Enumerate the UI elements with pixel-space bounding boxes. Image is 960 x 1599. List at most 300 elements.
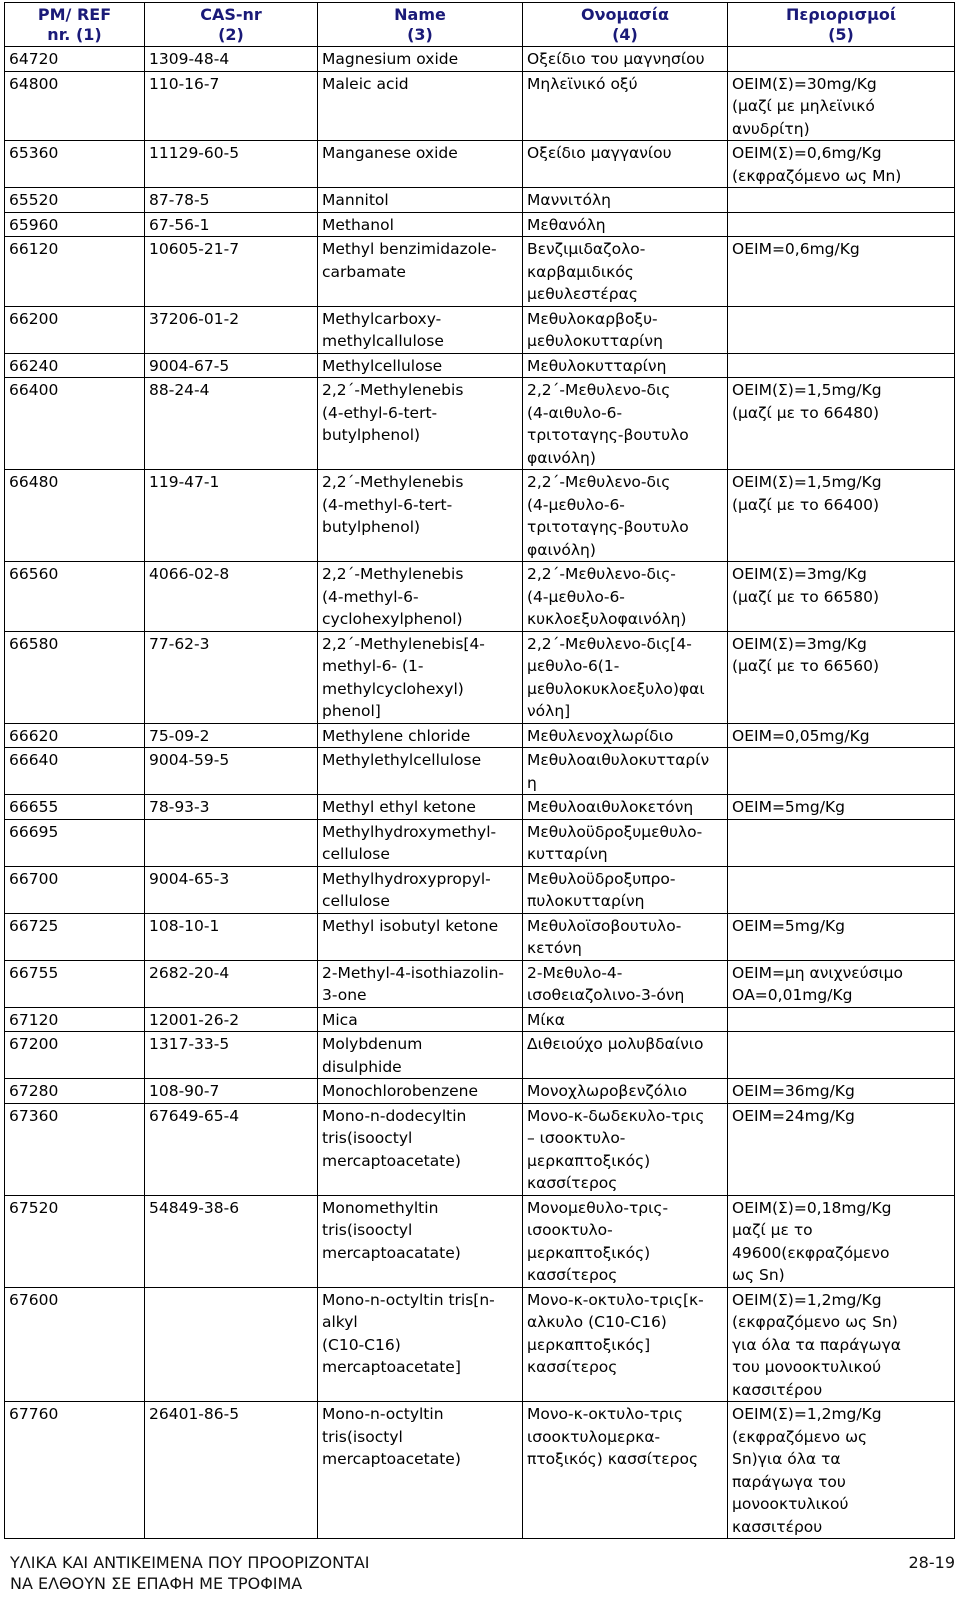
cell-name-column [318, 1032, 523, 1079]
cell-text-line: 65960 [9, 215, 59, 234]
cell-restrictions-column [728, 1007, 955, 1032]
header-restrictions-column [728, 3, 955, 47]
cell-text-line: mercaptoacetate) [322, 1450, 461, 1468]
table-row [5, 237, 955, 307]
cell-text-line: μερκαπτοξικός] [527, 1335, 651, 1354]
cell-greek-name-column [523, 795, 728, 820]
cell-text-line: Διθειούχο μολυβδαίνιο [527, 1035, 704, 1053]
cell-text-line: πυλοκυτταρίνη [527, 892, 645, 910]
cell-restrictions-column [728, 470, 955, 562]
cell-text-line: disulphide [322, 1057, 402, 1076]
cell-text-line: η [527, 773, 537, 792]
cell-greek-name-column [523, 748, 728, 795]
header-text: nr. (1) [47, 25, 102, 44]
page-footer [10, 1552, 955, 1594]
cell-text-line: tris(isooctyl [322, 1221, 413, 1239]
cell-text-line: Magnesium oxide [322, 50, 459, 68]
cell-text-line: 1309-48-4 [149, 50, 230, 68]
cell-name-column [318, 1287, 523, 1402]
cell-text-line: methylcallulose [322, 332, 444, 350]
cell-greek-name-column [523, 71, 728, 141]
cell-text-line: ΟΕΙΜ(Σ)=3mg/Kg [732, 634, 867, 653]
cell-name-column [318, 562, 523, 632]
cell-cas-column [145, 1007, 318, 1032]
cell-text-line: ΟΕΙΜ(Σ)=3mg/Kg [732, 565, 867, 583]
cell-text-line: ΟΕΙΜ=5mg/Kg [732, 916, 845, 935]
cell-cas-column [145, 188, 318, 213]
cell-ref-column [5, 237, 145, 307]
cell-ref-column [5, 353, 145, 378]
header-text: Ονομασία [581, 5, 669, 24]
cell-text-line: 66700 [9, 869, 59, 888]
cell-cas-column [145, 470, 318, 562]
cell-restrictions-column [728, 795, 955, 820]
cell-cas-column [145, 1103, 318, 1195]
cell-text-line: Οξείδιο του μαγνησίου [527, 50, 705, 68]
cell-text-line: αλκυλο (C10-C16) [527, 1313, 667, 1331]
cell-ref-column [5, 866, 145, 913]
cell-text-line: μεθυλοκυτταρίνη [527, 332, 663, 350]
cell-text-line: (μαζί με το 66560) [732, 657, 879, 675]
cell-text-line: ΟΕΙΜ=5mg/Kg [732, 798, 845, 816]
cell-text-line: Monomethyltin [322, 1198, 439, 1217]
cell-text-line: (C10-C16) [322, 1335, 401, 1354]
cell-text-line: Maleic acid [322, 74, 409, 93]
cell-text-line: τριτοταγης-βουτυλο [527, 518, 689, 536]
cell-text-line: κασσίτερος [527, 1266, 618, 1284]
cell-text-line: 12001-26-2 [149, 1010, 240, 1029]
cell-name-column [318, 47, 523, 72]
cell-text-line: 66620 [9, 726, 59, 745]
cell-text-line: tris(isooctyl [322, 1129, 413, 1147]
table-row [5, 562, 955, 632]
cell-text-line: 66240 [9, 356, 59, 375]
cell-name-column [318, 1195, 523, 1287]
cell-ref-column [5, 960, 145, 1007]
cell-text-line: κετόνη [527, 939, 582, 957]
cell-text-line: 9004-59-5 [149, 751, 230, 769]
header-name-column [318, 3, 523, 47]
cell-text-line: tris(isoctyl [322, 1427, 403, 1446]
substances-table [4, 2, 955, 1539]
cell-text-line: 2682-20-4 [149, 963, 230, 982]
cell-text-line: Mono-n-octyltin [322, 1405, 444, 1423]
table-row [5, 1402, 955, 1539]
cell-text-line: ΟΕΙΜ(Σ)=1,5mg/Kg [732, 381, 882, 399]
cell-text-line: methylcyclohexyl) [322, 679, 464, 698]
table-row [5, 212, 955, 237]
cell-name-column [318, 723, 523, 748]
cell-text-line: νόλη] [527, 702, 571, 720]
cell-text-line: (μαζί με το 66480) [732, 403, 879, 422]
cell-text-line: 2-Methyl-4-isothiazolin- [322, 963, 505, 982]
cell-cas-column [145, 748, 318, 795]
cell-greek-name-column [523, 237, 728, 307]
cell-restrictions-column [728, 723, 955, 748]
cell-text-line: Methyl ethyl ketone [322, 798, 476, 816]
cell-text-line: (μαζί με μηλεϊνικό [732, 97, 875, 115]
cell-text-line: 110-16-7 [149, 74, 220, 93]
cell-text-line: Mono-n-dodecyltin [322, 1106, 467, 1125]
cell-restrictions-column [728, 748, 955, 795]
cell-text-line: μονοοκτυλικού [732, 1495, 849, 1513]
cell-text-line: Μίκα [527, 1010, 565, 1029]
cell-restrictions-column [728, 141, 955, 188]
cell-cas-column [145, 960, 318, 1007]
cell-text-line: Μεθυλοαιθυλοκυτταρίν [527, 751, 710, 769]
document-page [4, 2, 954, 1539]
table-row [5, 71, 955, 141]
cell-cas-column [145, 631, 318, 723]
cell-ref-column [5, 748, 145, 795]
cell-restrictions-column [728, 631, 955, 723]
cell-text-line: μεθυλεστέρας [527, 285, 638, 303]
cell-text-line: 37206-01-2 [149, 309, 240, 328]
cell-text-line: 65520 [9, 191, 59, 209]
cell-text-line: mercaptoacatate) [322, 1243, 461, 1262]
cell-text-line: Molybdenum [322, 1035, 423, 1053]
cell-text-line: methyl-6- (1- [322, 657, 424, 675]
cell-text-line: 9004-67-5 [149, 356, 230, 375]
cell-text-line: 77-62-3 [149, 634, 210, 653]
cell-text-line: 67-56-1 [149, 215, 210, 234]
cell-text-line: πτοξικός) κασσίτερος [527, 1450, 699, 1468]
cell-text-line: ΟΕΙΜ(Σ)=1,5mg/Kg [732, 473, 882, 491]
cell-greek-name-column [523, 378, 728, 470]
cell-text-line: μεθυλο-6(1- [527, 657, 620, 675]
cell-text-line: Οξείδιο μαγγανίου [527, 144, 672, 162]
cell-greek-name-column [523, 1195, 728, 1287]
cell-text-line: 9004-65-3 [149, 869, 230, 888]
cell-greek-name-column [523, 1007, 728, 1032]
cell-text-line: 2,2΄-Methylenebis [322, 565, 464, 583]
cell-text-line: 67600 [9, 1290, 59, 1309]
cell-text-line: Μονοχλωροβενζόλιο [527, 1082, 688, 1100]
cell-text-line: 2,2΄-Μεθυλενο-δις [527, 473, 671, 491]
cell-text-line: Μονομεθυλο-τρις- [527, 1198, 669, 1217]
table-row [5, 1032, 955, 1079]
table-row [5, 1079, 955, 1104]
cell-text-line: ανυδρίτη) [732, 119, 810, 138]
table-row [5, 1287, 955, 1402]
cell-ref-column [5, 1287, 145, 1402]
cell-restrictions-column [728, 71, 955, 141]
cell-restrictions-column [728, 562, 955, 632]
cell-text-line: (4-μεθυλο-6- [527, 495, 625, 514]
cell-text-line: cyclohexylphenol) [322, 610, 463, 628]
header-text: Name [394, 5, 446, 24]
cell-text-line: 66560 [9, 565, 59, 583]
cell-text-line: μεθυλοκυκλοεξυλο)φαι [527, 679, 705, 698]
cell-cas-column [145, 353, 318, 378]
cell-text-line: κυκλοεξυλοφαινόλη) [527, 610, 687, 628]
cell-text-line: Μεθυλοϋδροξυμεθυλο- [527, 822, 703, 841]
table-row [5, 1103, 955, 1195]
cell-text-line: 2,2΄-Μεθυλενο-δις- [527, 565, 676, 583]
cell-text-line: μερκαπτοξικός) [527, 1151, 651, 1170]
cell-text-line: κασσίτερος [527, 1174, 618, 1192]
cell-cas-column [145, 1195, 318, 1287]
cell-cas-column [145, 1032, 318, 1079]
footer-title-line-2: ΝΑ ΕΛΘΟΥΝ ΣΕ ΕΠΑΦΗ ΜΕ ΤΡΟΦΙΜΑ [10, 1574, 303, 1593]
cell-restrictions-column [728, 1287, 955, 1402]
cell-name-column [318, 1402, 523, 1539]
cell-text-line: Μεθυλοκυτταρίνη [527, 356, 667, 375]
table-row [5, 306, 955, 353]
cell-text-line: 2,2΄-Methylenebis[4- [322, 634, 485, 653]
cell-text-line: του μονοοκτυλικού [732, 1358, 882, 1376]
cell-ref-column [5, 378, 145, 470]
cell-text-line: κασσιτέρου [732, 1380, 823, 1399]
cell-text-line: 67200 [9, 1035, 59, 1053]
cell-text-line: 66755 [9, 963, 59, 982]
cell-cas-column [145, 795, 318, 820]
cell-greek-name-column [523, 723, 728, 748]
cell-ref-column [5, 212, 145, 237]
cell-cas-column [145, 819, 318, 866]
cell-text-line: Μεθανόλη [527, 215, 606, 234]
cell-text-line: 11129-60-5 [149, 144, 240, 162]
cell-text-line: Μονο-κ-οκτυλο-τρις[κ- [527, 1290, 704, 1309]
cell-name-column [318, 378, 523, 470]
header-ref-column [5, 3, 145, 47]
cell-text-line: 26401-86-5 [149, 1405, 240, 1423]
cell-text-line: 87-78-5 [149, 191, 210, 209]
cell-text-line: Μεθυλοϋδροξυπρο- [527, 869, 676, 888]
cell-cas-column [145, 1287, 318, 1402]
cell-name-column [318, 212, 523, 237]
cell-greek-name-column [523, 212, 728, 237]
cell-greek-name-column [523, 353, 728, 378]
cell-ref-column [5, 47, 145, 72]
cell-cas-column [145, 378, 318, 470]
cell-text-line: mercaptoacetate) [322, 1151, 461, 1170]
cell-text-line: Manganese oxide [322, 144, 458, 162]
cell-cas-column [145, 212, 318, 237]
cell-greek-name-column [523, 631, 728, 723]
cell-text-line: Methanol [322, 215, 394, 234]
cell-text-line: 66580 [9, 634, 59, 653]
cell-restrictions-column [728, 1402, 955, 1539]
header-text: (3) [407, 25, 433, 44]
cell-text-line: ως Sn) [732, 1266, 785, 1284]
cell-text-line: ισοθειαζολινο-3-όνη [527, 986, 685, 1004]
cell-name-column [318, 353, 523, 378]
cell-name-column [318, 960, 523, 1007]
cell-text-line: μαζί με το [732, 1221, 813, 1239]
cell-greek-name-column [523, 1287, 728, 1402]
cell-text-line: κασσιτέρου [732, 1517, 823, 1536]
cell-text-line: 49600(εκφραζόμενο [732, 1243, 890, 1262]
cell-name-column [318, 819, 523, 866]
cell-restrictions-column [728, 353, 955, 378]
cell-text-line: 66400 [9, 381, 59, 399]
cell-text-line: φαινόλη) [527, 448, 596, 467]
cell-text-line: butylphenol) [322, 518, 421, 536]
cell-text-line: ΟΕΙΜ=0,6mg/Kg [732, 240, 860, 258]
cell-name-column [318, 748, 523, 795]
cell-text-line: 67280 [9, 1082, 59, 1100]
table-row [5, 819, 955, 866]
table-row [5, 1007, 955, 1032]
cell-cas-column [145, 47, 318, 72]
cell-text-line: Methylethylcellulose [322, 751, 482, 769]
cell-text-line: 66725 [9, 916, 59, 935]
table-body [5, 47, 955, 1539]
table-row [5, 748, 955, 795]
cell-ref-column [5, 1079, 145, 1104]
cell-name-column [318, 71, 523, 141]
cell-text-line: 66695 [9, 822, 59, 841]
cell-cas-column [145, 306, 318, 353]
cell-text-line: Mannitol [322, 191, 389, 209]
cell-text-line: Methyl benzimidazole- [322, 240, 497, 258]
cell-text-line: ΟΕΙΜ=0,05mg/Kg [732, 726, 870, 745]
cell-name-column [318, 631, 523, 723]
cell-text-line: Methylcellulose [322, 356, 443, 375]
cell-text-line: ΟΕΙΜ=36mg/Kg [732, 1082, 855, 1100]
cell-text-line: ΟΕΙΜ(Σ)=30mg/Kg [732, 74, 877, 93]
table-row [5, 723, 955, 748]
cell-greek-name-column [523, 1032, 728, 1079]
cell-text-line: (4-αιθυλο-6- [527, 403, 623, 422]
table-row [5, 631, 955, 723]
cell-ref-column [5, 141, 145, 188]
cell-text-line: ισοοκτυλομερκα- [527, 1427, 661, 1446]
cell-restrictions-column [728, 237, 955, 307]
header-text: (2) [218, 25, 244, 44]
cell-greek-name-column [523, 562, 728, 632]
cell-text-line: 1317-33-5 [149, 1035, 230, 1053]
header-text: CAS-nr [200, 5, 262, 24]
cell-text-line: phenol] [322, 702, 381, 720]
cell-text-line: Monochlorobenzene [322, 1082, 479, 1100]
cell-text-line: cellulose [322, 845, 390, 863]
cell-text-line: Μαννιτόλη [527, 191, 611, 209]
cell-text-line: ΟΕΙΜ=μη ανιχνεύσιμο [732, 963, 904, 982]
table-row [5, 378, 955, 470]
cell-name-column [318, 795, 523, 820]
cell-text-line: (μαζί με το 66580) [732, 587, 879, 606]
cell-cas-column [145, 237, 318, 307]
cell-greek-name-column [523, 819, 728, 866]
header-greek-name-column [523, 3, 728, 47]
cell-text-line: 64800 [9, 74, 59, 93]
cell-greek-name-column [523, 866, 728, 913]
cell-text-line: 67360 [9, 1106, 59, 1125]
cell-text-line: 66120 [9, 240, 59, 258]
cell-greek-name-column [523, 913, 728, 960]
cell-text-line: 66640 [9, 751, 59, 769]
header-row [5, 3, 955, 47]
cell-name-column [318, 188, 523, 213]
cell-restrictions-column [728, 47, 955, 72]
table-row [5, 47, 955, 72]
cell-restrictions-column [728, 913, 955, 960]
cell-restrictions-column [728, 819, 955, 866]
cell-text-line: 54849-38-6 [149, 1198, 240, 1217]
cell-text-line: Μεθυλενοχλωρίδιο [527, 726, 674, 745]
cell-text-line: (4-methyl-6- [322, 587, 419, 606]
cell-ref-column [5, 1402, 145, 1539]
header-text: (5) [828, 25, 854, 44]
cell-greek-name-column [523, 306, 728, 353]
cell-text-line: butylphenol) [322, 426, 421, 444]
cell-text-line: Μεθυλοϊσοβουτυλο- [527, 916, 682, 935]
cell-text-line: Μηλεϊνικό οξύ [527, 74, 638, 93]
cell-ref-column [5, 306, 145, 353]
cell-text-line: 67760 [9, 1405, 59, 1423]
cell-ref-column [5, 470, 145, 562]
cell-text-line: ΟΕΙΜ=24mg/Kg [732, 1106, 855, 1125]
cell-restrictions-column [728, 378, 955, 470]
cell-text-line: ΟΕΙΜ(Σ)=0,18mg/Kg [732, 1198, 892, 1217]
cell-text-line: 2,2΄-Μεθυλενο-δις [527, 381, 671, 399]
cell-restrictions-column [728, 1195, 955, 1287]
cell-text-line: κασσίτερος [527, 1358, 618, 1376]
cell-text-line: (4-ethyl-6-tert- [322, 403, 438, 422]
cell-greek-name-column [523, 47, 728, 72]
cell-cas-column [145, 141, 318, 188]
table-row [5, 795, 955, 820]
cell-restrictions-column [728, 1032, 955, 1079]
cell-text-line: Βενζιμιδαζολο- [527, 240, 646, 258]
cell-restrictions-column [728, 960, 955, 1007]
cell-text-line: Μεθυλοαιθυλοκετόνη [527, 798, 694, 816]
cell-ref-column [5, 71, 145, 141]
cell-name-column [318, 306, 523, 353]
cell-text-line: carbamate [322, 262, 406, 281]
cell-ref-column [5, 562, 145, 632]
cell-text-line: 66655 [9, 798, 59, 816]
cell-greek-name-column [523, 1079, 728, 1104]
cell-text-line: ΟΑ=0,01mg/Kg [732, 986, 853, 1004]
cell-text-line: 108-10-1 [149, 916, 220, 935]
cell-name-column [318, 470, 523, 562]
cell-greek-name-column [523, 141, 728, 188]
cell-text-line: Μονο-κ-οκτυλο-τρις [527, 1405, 683, 1423]
cell-text-line: ισοοκτυλο- [527, 1221, 613, 1239]
cell-text-line: – ισοοκτυλο- [527, 1129, 626, 1147]
table-row [5, 960, 955, 1007]
cell-text-line: 108-90-7 [149, 1082, 220, 1100]
cell-text-line: 119-47-1 [149, 473, 220, 491]
cell-cas-column [145, 71, 318, 141]
cell-greek-name-column [523, 188, 728, 213]
header-text: PM/ REF [37, 5, 112, 24]
cell-text-line: κυτταρίνη [527, 845, 608, 863]
cell-text-line: Mono-n-octyltin tris[n- [322, 1290, 495, 1309]
cell-text-line: 78-93-3 [149, 798, 210, 816]
header-text: (4) [612, 25, 638, 44]
table-row [5, 188, 955, 213]
cell-cas-column [145, 913, 318, 960]
cell-restrictions-column [728, 1079, 955, 1104]
cell-text-line: 67520 [9, 1198, 59, 1217]
cell-text-line: τριτοταγης-βουτυλο [527, 426, 689, 444]
cell-ref-column [5, 1103, 145, 1195]
cell-restrictions-column [728, 212, 955, 237]
cell-name-column [318, 1007, 523, 1032]
cell-greek-name-column [523, 960, 728, 1007]
cell-greek-name-column [523, 1103, 728, 1195]
cell-text-line: 67649-65-4 [149, 1106, 240, 1125]
cell-text-line: 65360 [9, 144, 59, 162]
cell-text-line: Methylcarboxy- [322, 309, 442, 328]
header-text: Περιορισμοί [785, 5, 897, 24]
cell-greek-name-column [523, 470, 728, 562]
cell-name-column [318, 141, 523, 188]
